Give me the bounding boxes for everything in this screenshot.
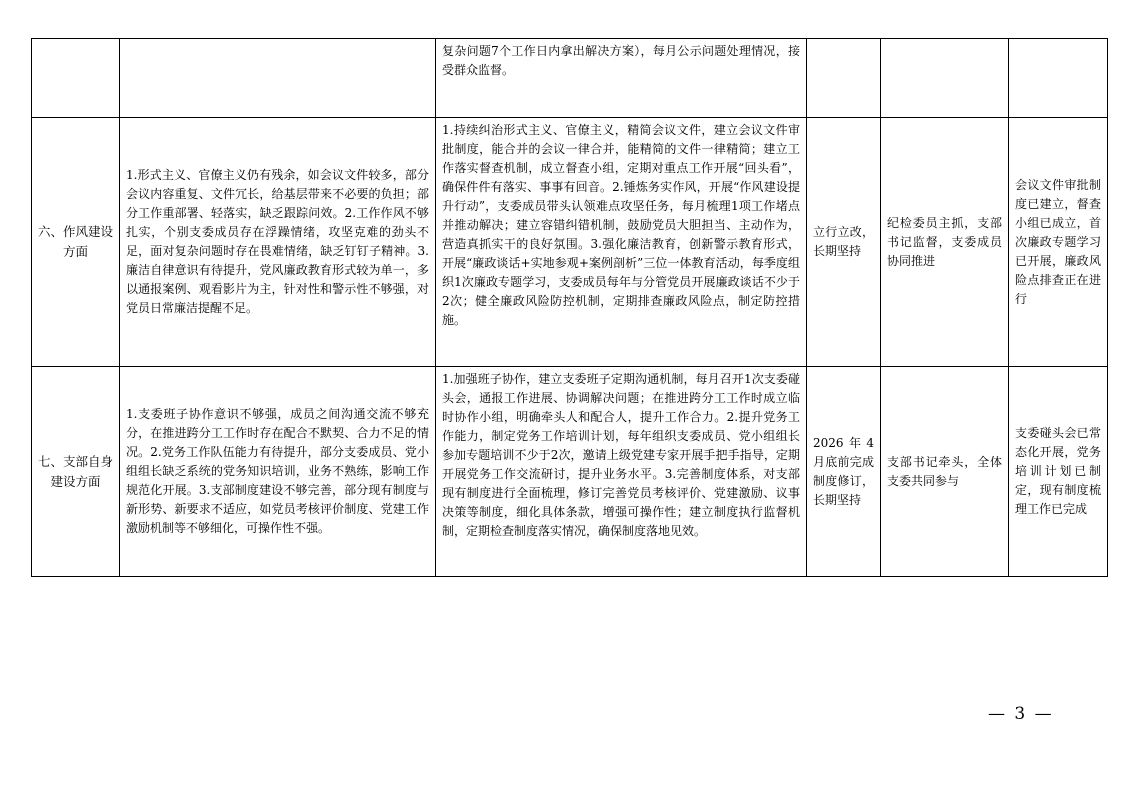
- table-row: [32, 39, 1108, 118]
- progress-cell: [1009, 39, 1108, 118]
- problems-cell: [120, 39, 436, 118]
- rectification-table: [31, 38, 1108, 577]
- responsible-cell: [881, 39, 1009, 118]
- responsible-cell: 纪检委员主抓，支部书记监督，支委成员协同推进: [881, 118, 1009, 367]
- page-number: — 3 —: [988, 704, 1054, 724]
- measures-cell: 1.持续纠治形式主义、官僚主义，精简会议文件，建立会议文件审批制度，能合并的会议一律合并，能精简的文件一律精简；建立工作落实督查机制，成立督查小组，定期对重点工作开展“回头看”，确保件件有落实、事事有回音。2.锤炼务实作风，开展“作风建设提升行动”，支委成员带头认领难点攻坚任务，每月梳理1项工作堵点并推动解决；建立容错纠错机制，鼓励党员大胆担当、主动作为，营造真抓实干的良好氛围。3.强化廉洁教育，创新警示教育形式，开展“廉政谈话+实地参观+案例剖析”三位一体教育活动，每季度组织1次廉政专题学习，支委成员每年与分管党员开展廉政谈话不少于2次；健全廉政风险防控机制，定期排查廉政风险点，制定防控措施。: [436, 118, 807, 367]
- responsible-cell: 支部书记牵头，全体支委共同参与: [881, 367, 1009, 577]
- category-cell: [32, 39, 120, 118]
- measures-cell: 复杂问题7个工作日内拿出解决方案），每月公示问题处理情况，接受群众监督。: [436, 39, 807, 118]
- deadline-cell: [807, 39, 881, 118]
- measures-cell: 1.加强班子协作，建立支委班子定期沟通机制，每月召开1次支委碰头会，通报工作进展、协调解决问题；在推进跨分工工作时成立临时协作小组，明确牵头人和配合人，提升工作合力。2.提升党务工作能力，制定党务工作培训计划，每年组织支委成员、党小组组长参加专题培训不少于2次，邀请上级党建专家开展手把手指导，定期开展党务工作交流研讨，提升业务水平。3.完善制度体系，对支部现有制度进行全面梳理，修订完善党员考核评价、党建激励、议事决策等制度，细化具体条款，增强可操作性；建立制度执行监督机制，定期检查制度落实情况，确保制度落地见效。: [436, 367, 807, 577]
- problems-cell: 1.支委班子协作意识不够强，成员之间沟通交流不够充分，在推进跨分工工作时存在配合不默契、合力不足的情况。2.党务工作队伍能力有待提升，部分支委成员、党小组组长缺乏系统的党务知识培训，业务不熟练，影响工作规范化开展。3.支部制度建设不够完善，部分现有制度与新形势、新要求不适应，如党员考核评价制度、党建工作激励机制等不够细化，可操作性不强。: [120, 367, 436, 577]
- progress-cell: 支委碰头会已常态化开展，党务培训计划已制定，现有制度梳理工作已完成: [1009, 367, 1108, 577]
- problems-cell: 1.形式主义、官僚主义仍有残余，如会议文件较多，部分会议内容重复、文件冗长，给基层带来不必要的负担；部分工作重部署、轻落实，缺乏跟踪问效。2.工作作风不够扎实，个别支委成员存在浮躁情绪，攻坚克难的劲头不足，面对复杂问题时存在畏难情绪，缺乏钉钉子精神。3.廉洁自律意识有待提升，党风廉政教育形式较为单一，多以通报案例、观看影片为主，针对性和警示性不够强，对党员日常廉洁提醒不足。: [120, 118, 436, 367]
- progress-cell: 会议文件审批制度已建立，督查小组已成立，首次廉政专题学习已开展，廉政风险点排查正在进行: [1009, 118, 1108, 367]
- deadline-cell: 2026年4月底前完成制度修订，长期坚持: [807, 367, 881, 577]
- table-row: [32, 118, 1108, 367]
- deadline-cell: 立行立改，长期坚持: [807, 118, 881, 367]
- table-row: [32, 367, 1108, 577]
- category-cell: 七、支部自身建设方面: [32, 367, 120, 577]
- category-cell: 六、作风建设方面: [32, 118, 120, 367]
